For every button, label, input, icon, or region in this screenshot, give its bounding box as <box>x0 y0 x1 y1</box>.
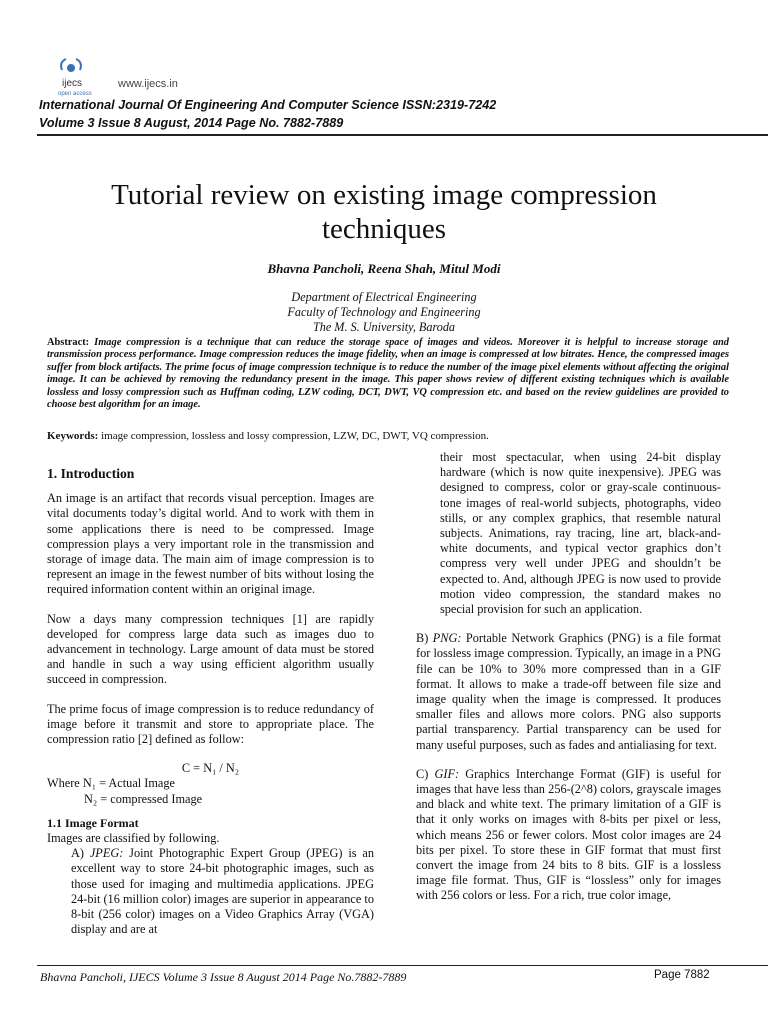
site-url[interactable]: www.ijecs.in <box>118 78 178 90</box>
gif-name: GIF: <box>434 766 460 781</box>
gif-label: C) <box>416 766 435 781</box>
intro-paragraph-3: The prime focus of image compression is to reduce redundancy of image before it transmit and store to appropriate place. The compression ratio [2] defined as follow: <box>47 701 374 747</box>
abstract <box>47 337 729 411</box>
header-rule <box>37 134 768 136</box>
png-paragraph <box>416 631 721 753</box>
intro-paragraph-2: Now a days many compression techniques [1] are rapidly developed for compress large data such as images duo to advancement in technology. Large amount of data must be stored and handle in such a way using efficient algorithm usually succeed in compression. <box>47 611 374 687</box>
page-number: Page 7882 <box>654 969 710 981</box>
logo-subtext: open access <box>58 91 92 97</box>
keywords <box>47 430 729 442</box>
abstract-text: Image compression is a technique that can reduce the storage space of images and videos. Moreover it is helpful to increase storage and transmission process performance. Image compression reduces the image fidelity, when an image is compressed at low bitrates. Hence, the compressed images suffer from block artifacts. The prime focus of image compression technique is to reduce the number of the image pixel elements without affecting the original image. It can be achieved by removing the redundancy present in the image. This paper shows review of different existing techniques which is available lossless and lossy compression such as Huffman coding, LZW coding, DCT, DWT, VQ compression etc. and based on the review guidelines are provided to choose best algorithm for an image. <box>47 337 729 411</box>
footer-rule <box>37 965 768 966</box>
gif-paragraph <box>416 767 721 904</box>
footer-citation: Bhavna Pancholi, IJECS Volume 3 Issue 8 August 2014 Page No.7882-7889 <box>40 970 407 984</box>
right-column <box>416 450 721 904</box>
jpeg-label: A) <box>71 846 90 861</box>
png-text: Portable Network Graphics (PNG) is a file format for lossless image compression. Typically, an image in a PNG file can be 10% to 30% more compressed than in a GIF format. It allows to make a trade-off between file size and image quality when the image is compressed. It produces smaller files and allows more colors. PNG also supports partial transparency. Partial transparency can be used for many useful purposes, such as fades and antialiasing for text. <box>416 631 722 752</box>
where-actual: Where N₁ = Actual Image <box>47 776 175 791</box>
journal-logo <box>46 54 106 100</box>
jpeg-continued: their most spectacular, when using 24-bit display hardware (which is now quite inexpensive). JPEG was designed to compress, color or gray-scale continuous-tone images of real-world subjects, photographs, video stills, or any complex graphics, that resemble natural subjects. Animations, ray tracing, line art, black-and-white documents, and typical vector graphics don’t compress very well under JPEG and shouldn’t be expected to. And, although JPEG is now used to provide motion video compression, the standard makes no special provision for such an application. <box>440 450 721 617</box>
where-compressed: N₂ = compressed Image <box>84 791 203 806</box>
authors: Bhavna Pancholi, Reena Shah, Mitul Modi <box>267 261 501 276</box>
abstract-label: Abstract: <box>47 337 90 348</box>
png-label: B) <box>416 631 433 646</box>
affiliation-university: The M. S. University, Baroda <box>312 320 456 334</box>
gif-text: Graphics Interchange Format (GIF) is useful for images that have less than 256-(2^8) colors, grayscale images and black and white text. The primary limitation of a GIF is that it only works on images with 8-bits per pixel or less, which means 256 or fewer colors. Most color images are 24 bits per pixel. To store these in GIF format that must first convert the image from 24 bits to 8 bits. GIF is a lossless image file format. Thus, GIF is “lossless” only for images with 256 colors or less. For a rich, true color image, <box>416 766 722 903</box>
jpeg-paragraph <box>47 846 374 937</box>
format-intro: Images are classified by following. <box>47 831 220 846</box>
title-line-1: Tutorial review on existing image compression <box>111 179 657 211</box>
subsection-heading-image-format: 1.1 Image Format <box>47 815 139 830</box>
logo-text: ijecs <box>62 78 83 89</box>
jpeg-name: JPEG: <box>89 846 124 861</box>
jpeg-text: Joint Photographic Expert Group (JPEG) is an excellent way to store 24-bit photographic images, such as those used for imaging and multimedia applications. JPEG 24-bit (16 million color) images are superior in appearance to 8-bit (256 color) images on a Video Graphics Array (VGA) display and are at <box>71 846 374 937</box>
affiliation-faculty: Faculty of Technology and Engineering <box>287 305 481 319</box>
intro-paragraph-1: An image is an artifact that records visual perception. Images are vital documents today’s digital world. And to work with them in some applications there is need to be compressed. Image compression plays a very important role in the transmission and storage of image data. The main aim of image compression is to represent an image in the fewest number of bits without losing the required information content within an original image. <box>47 491 374 597</box>
compression-ratio-equation: C = N₁ / N₂ <box>181 761 240 776</box>
journal-volume: Volume 3 Issue 8 August, 2014 Page No. 7882-7889 <box>39 116 344 130</box>
section-heading-introduction: 1. Introduction <box>47 466 135 481</box>
affiliation-dept: Department of Electrical Engineering <box>291 290 477 304</box>
keywords-text: image compression, lossless and lossy compression, LZW, DC, DWT, VQ compression. <box>101 430 489 442</box>
left-column <box>47 466 374 937</box>
png-name: PNG: <box>432 631 462 646</box>
paper-title <box>40 178 728 246</box>
keywords-label: Keywords: <box>47 430 99 442</box>
journal-title: International Journal Of Engineering And Computer Science ISSN:2319-7242 <box>39 98 497 112</box>
title-line-2: techniques <box>321 213 446 245</box>
